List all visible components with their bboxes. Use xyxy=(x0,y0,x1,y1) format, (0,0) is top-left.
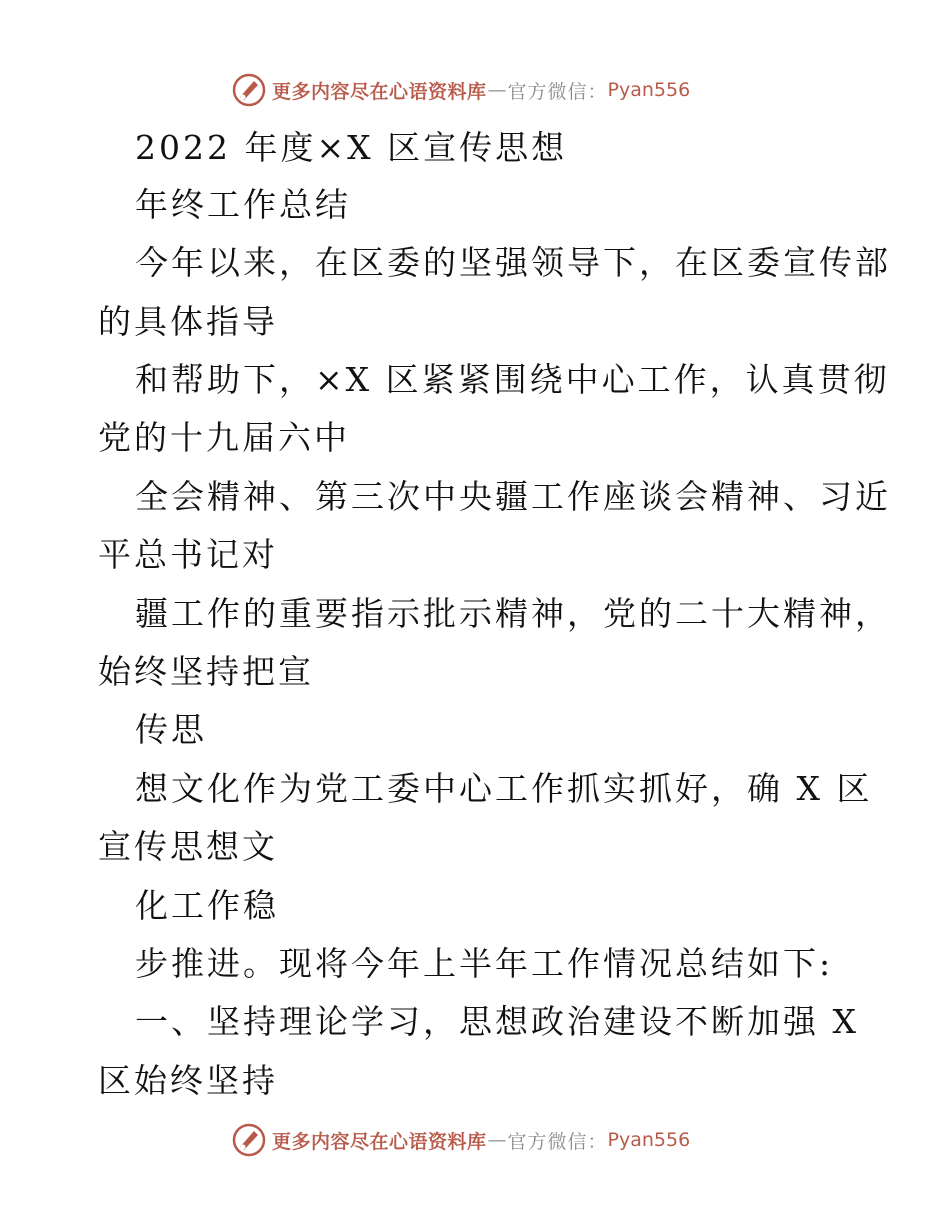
watermark-wechat-label: 官方微信： xyxy=(507,1130,608,1153)
doc-paragraph-line: 化工作稳 xyxy=(135,886,279,925)
watermark-header xyxy=(232,72,690,108)
pen-nib-logo-icon xyxy=(232,73,266,107)
doc-paragraph-line: 宣传思想文 xyxy=(98,827,278,866)
watermark-wechat-id: Pyan556 xyxy=(607,79,691,101)
doc-paragraph-line: 疆工作的重要指示批示精神，党的二十大精神， xyxy=(135,594,891,633)
watermark-separator: — xyxy=(487,1129,507,1151)
doc-section-heading: 一、坚持理论学习，思想政治建设不断加强 X xyxy=(135,1002,859,1041)
watermark-separator: — xyxy=(487,79,507,101)
doc-paragraph-line: 传思 xyxy=(135,710,207,749)
doc-paragraph-line: 步推进。现将今年上半年工作情况总结如下: xyxy=(135,944,834,983)
pen-nib-logo-icon xyxy=(232,1123,266,1157)
doc-paragraph-line: 全会精神、第三次中央疆工作座谈会精神、习近 xyxy=(135,477,891,516)
watermark-wechat-label: 官方微信： xyxy=(507,80,608,103)
watermark-footer xyxy=(232,1122,690,1158)
doc-title-line-2: 年终工作总结 xyxy=(135,185,351,224)
doc-paragraph-line: 的具体指导 xyxy=(98,302,278,341)
doc-paragraph-line: 党的十九届六中 xyxy=(98,418,350,457)
doc-paragraph-line: 和帮助下，×X 区紧紧围绕中心工作，认真贯彻 xyxy=(135,360,890,399)
doc-title-line-1: 2022 年度×X 区宣传思想 xyxy=(135,128,568,167)
doc-paragraph-line: 今年以来，在区委的坚强领导下，在区委宣传部 xyxy=(135,243,891,282)
watermark-title: 更多内容尽在心语资料库 xyxy=(272,1130,487,1153)
doc-paragraph-line: 想文化作为党工委中心工作抓实抓好，确 X 区 xyxy=(135,769,873,808)
doc-paragraph-line: 始终坚持把宣 xyxy=(98,652,314,691)
doc-paragraph-line: 区始终坚持 xyxy=(98,1061,278,1100)
watermark-wechat-id: Pyan556 xyxy=(607,1129,691,1151)
watermark-title: 更多内容尽在心语资料库 xyxy=(272,80,487,103)
doc-paragraph-line: 平总书记对 xyxy=(98,535,278,574)
